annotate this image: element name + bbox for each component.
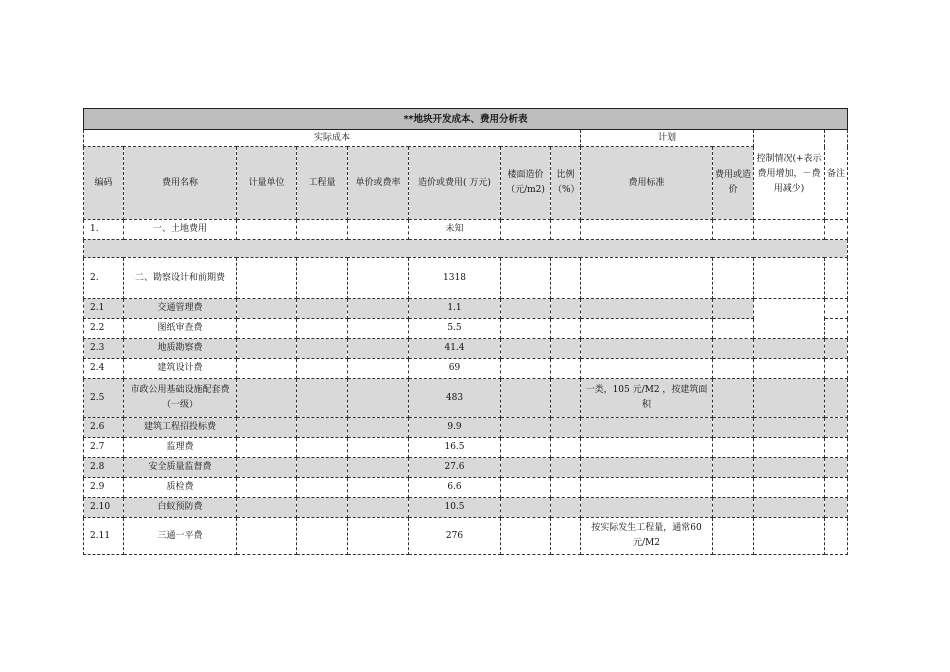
name-header: 费用名称	[124, 147, 237, 220]
remark-header: 备注	[825, 130, 848, 220]
row-name: 监理费	[124, 438, 237, 458]
cost-table	[83, 108, 848, 555]
column-header-row	[84, 147, 848, 220]
row-name: 地质勘察费	[124, 339, 237, 359]
row-code: 2.1	[84, 299, 124, 319]
table-row	[84, 359, 848, 379]
spacer-row	[84, 240, 848, 258]
row-code: 2.4	[84, 359, 124, 379]
row-name: 交通管理费	[124, 299, 237, 319]
row-name: 建筑工程招投标费	[124, 418, 237, 438]
table-row	[84, 220, 848, 240]
ratio-header: 比例（%）	[551, 147, 581, 220]
table-row	[84, 418, 848, 438]
row-name: 图纸审查费	[124, 319, 237, 339]
row-cost: 9.9	[409, 418, 501, 438]
table-title: **地块开发成本、费用分析表	[84, 109, 848, 130]
table-row	[84, 478, 848, 498]
title-row	[84, 109, 848, 130]
row-plan-standard: 一类，105 元/M2 ，按建筑面积	[581, 379, 713, 418]
actual-cost-header: 实际成本	[84, 130, 581, 147]
table-row	[84, 518, 848, 555]
plan-standard-header: 费用标准	[581, 147, 713, 220]
row-plan-standard: 按实际发生工程量，通常60元/M2	[581, 518, 713, 555]
table-row	[84, 498, 848, 518]
table-row	[84, 458, 848, 478]
row-code: 2.9	[84, 478, 124, 498]
row-name: 三通一平费	[124, 518, 237, 555]
table-row	[84, 339, 848, 359]
unit-header: 计量单位	[237, 147, 297, 220]
row-cost: 41.4	[409, 339, 501, 359]
row-cost: 483	[409, 379, 501, 418]
row-name: 建筑设计费	[124, 359, 237, 379]
row-code: 2.8	[84, 458, 124, 478]
row-code: 2.5	[84, 379, 124, 418]
table-row	[84, 438, 848, 458]
floor-cost-header: 楼面造价（元/m2)	[501, 147, 551, 220]
row-cost: 69	[409, 359, 501, 379]
row-cost: 16.5	[409, 438, 501, 458]
cost-analysis-sheet	[83, 108, 848, 555]
row-cost: 未知	[409, 220, 501, 240]
group-header-row	[84, 130, 848, 147]
qty-header: 工程量	[297, 147, 348, 220]
table-row	[84, 258, 848, 299]
row-code: 2.6	[84, 418, 124, 438]
price-header: 单价或费率	[348, 147, 409, 220]
row-cost: 1318	[409, 258, 501, 299]
row-cost: 1.1	[409, 299, 501, 319]
row-cost: 6.6	[409, 478, 501, 498]
plan-cost-header: 费用或造价	[713, 147, 754, 220]
row-code: 2.11	[84, 518, 124, 555]
row-code: 2.3	[84, 339, 124, 359]
row-name: 一、土地费用	[124, 220, 237, 240]
row-cost: 276	[409, 518, 501, 555]
row-name: 二、勘察设计和前期费	[124, 258, 237, 299]
code-header: 编码	[84, 147, 124, 220]
row-name: 白蚁预防费	[124, 498, 237, 518]
control-header: 控制情况(+表示费用增加，－费用减少)	[754, 130, 825, 220]
table-row	[84, 299, 848, 319]
row-code: 2.10	[84, 498, 124, 518]
row-cost: 5.5	[409, 319, 501, 339]
row-code: 2.7	[84, 438, 124, 458]
row-code: 2.	[84, 258, 124, 299]
row-code: 2.2	[84, 319, 124, 339]
table-row	[84, 319, 848, 339]
row-name: 市政公用基础设施配套费（一级）	[124, 379, 237, 418]
row-cost: 27.6	[409, 458, 501, 478]
cost-header: 造价或费用( 万元)	[409, 147, 501, 220]
plan-header: 计划	[581, 130, 754, 147]
table-row	[84, 379, 848, 418]
row-cost: 10.5	[409, 498, 501, 518]
row-name: 质检费	[124, 478, 237, 498]
row-code: 1.	[84, 220, 124, 240]
row-name: 安全质量监督费	[124, 458, 237, 478]
